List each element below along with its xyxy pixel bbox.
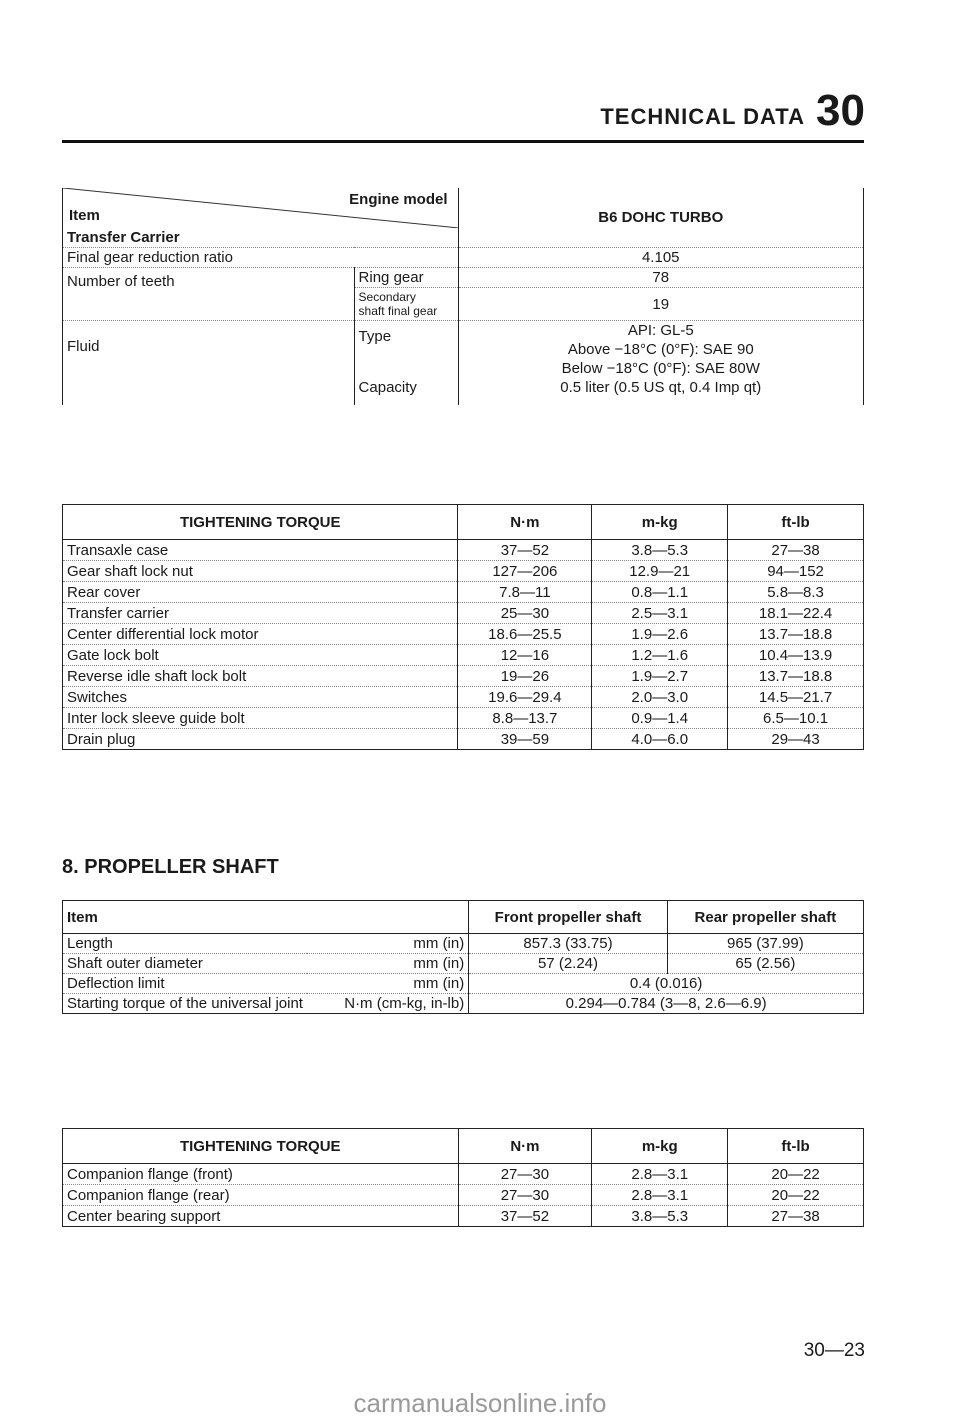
torque-cell-ftlb: 6.5—10.1 (763, 709, 829, 727)
deflection-unit: mm (in) (307, 974, 469, 994)
torque-row (63, 645, 864, 666)
type-value-line-2: Above −18°C (0°F): SAE 90 (567, 341, 754, 358)
torque-cell-ftlb: 94—152 (767, 562, 824, 580)
transfer-carrier-table (62, 188, 864, 405)
torque-cell-nm: 19.6—29.4 (458, 687, 592, 708)
type-value (458, 321, 864, 379)
length-rear: 965 (37.99) (727, 935, 804, 952)
torque-cell-item: Center differential lock motor (63, 624, 458, 645)
torque-cell-item: Gate lock bolt (63, 645, 458, 666)
torque-cell-item: Switches (63, 687, 458, 708)
torque-cell-nm: 27—30 (458, 1164, 592, 1185)
torque-row (63, 603, 864, 624)
secondary-label-line-1: Secondary (358, 290, 416, 304)
page-number: 30—23 (803, 1340, 865, 1361)
t2-header-nm: N·m (458, 1129, 592, 1164)
fluid-label: Fluid (63, 321, 355, 406)
teeth-label: Number of teeth (63, 268, 355, 321)
corner-engine-model: Engine model (349, 191, 448, 208)
torque-cell-nm: 19—26 (458, 666, 592, 687)
torque-row (63, 1164, 864, 1185)
section-heading-propeller: 8. PROPELLER SHAFT (62, 856, 279, 878)
type-value-line-1: API: GL-5 (627, 322, 694, 339)
torque-cell-nm: 27—30 (458, 1185, 592, 1206)
corner-header-cell (63, 188, 459, 228)
ratio-label: Final gear reduction ratio (63, 248, 459, 268)
torque-cell-mkg: 4.0—6.0 (592, 729, 728, 750)
torque-row (63, 561, 864, 582)
torque-cell-nm: 37—52 (458, 1206, 592, 1227)
length-label: Length (67, 935, 113, 952)
torque-cell-nm: 7.8—11 (458, 582, 592, 603)
torque-cell-mkg: 1.2—1.6 (592, 645, 728, 666)
section-number: 30 (816, 86, 865, 135)
torque-cell-nm: 39—59 (458, 729, 592, 750)
t2-body (63, 1164, 864, 1227)
torque-cell-item: Rear cover (63, 582, 458, 603)
deflection-label: Deflection limit (67, 975, 165, 992)
capacity-label: Capacity (354, 378, 458, 405)
torque-row (63, 1206, 864, 1227)
starting-unit: N·m (cm-kg, in-lb) (307, 994, 469, 1014)
t2-header-mkg: m-kg (592, 1129, 728, 1164)
torque-row (63, 729, 864, 750)
torque-cell-item: Drain plug (63, 729, 458, 750)
torque-cell-mkg: 2.0—3.0 (592, 687, 728, 708)
torque-cell-ftlb: 20—22 (771, 1165, 820, 1183)
torque-cell-ftlb: 13.7—18.8 (758, 625, 833, 643)
tightening-torque-table-1 (62, 504, 864, 750)
capacity-value: 0.5 liter (0.5 US qt, 0.4 Imp qt) (458, 378, 864, 405)
torque-cell-ftlb: 27—38 (771, 1207, 820, 1225)
torque-row (63, 624, 864, 645)
torque-cell-ftlb: 10.4—13.9 (758, 646, 833, 664)
torque-row (63, 1185, 864, 1206)
torque-cell-ftlb: 5.8—8.3 (767, 583, 824, 601)
torque-cell-item: Inter lock sleeve guide bolt (63, 708, 458, 729)
propeller-shaft-table (62, 900, 864, 1014)
torque-cell-item: Transfer carrier (63, 603, 458, 624)
torque-cell-mkg: 3.8—5.3 (592, 1206, 728, 1227)
torque-row (63, 666, 864, 687)
diameter-unit: mm (in) (307, 954, 469, 974)
deflection-value: 0.4 (0.016) (629, 975, 703, 992)
t1-header-mkg: m-kg (592, 505, 728, 540)
torque-cell-mkg: 2.8—3.1 (592, 1185, 728, 1206)
t2-header-torque: TIGHTENING TORQUE (63, 1129, 459, 1164)
torque-cell-ftlb: 27—38 (771, 541, 820, 559)
diameter-front: 57 (2.24) (469, 954, 668, 974)
torque-row (63, 582, 864, 603)
torque-cell-mkg: 2.5—3.1 (592, 603, 728, 624)
torque-cell-mkg: 0.8—1.1 (592, 582, 728, 603)
t1-header-torque: TIGHTENING TORQUE (63, 505, 458, 540)
t1-header-nm: N·m (458, 505, 592, 540)
length-front: 857.3 (33.75) (469, 934, 668, 954)
secondary-value: 19 (458, 288, 864, 321)
torque-cell-nm: 37—52 (458, 540, 592, 561)
starting-label: Starting torque of the universal joint (67, 995, 303, 1012)
torque-cell-mkg: 2.8—3.1 (592, 1164, 728, 1185)
torque-cell-ftlb: 13.7—18.8 (758, 667, 833, 685)
torque-row (63, 687, 864, 708)
torque-cell-mkg: 1.9—2.6 (592, 624, 728, 645)
torque-cell-item: Companion flange (rear) (63, 1185, 459, 1206)
diameter-rear: 65 (2.56) (735, 955, 796, 972)
ratio-value: 4.105 (458, 248, 864, 268)
prop-header-front: Front propeller shaft (469, 901, 668, 934)
section-transfer-carrier: Transfer Carrier (63, 228, 459, 248)
torque-cell-nm: 127—206 (458, 561, 592, 582)
torque-cell-mkg: 1.9—2.7 (592, 666, 728, 687)
header-rule (62, 140, 864, 143)
length-unit: mm (in) (307, 934, 469, 954)
ring-gear-value: 78 (458, 268, 864, 288)
watermark: carmanualsonline.info (353, 1388, 607, 1418)
diameter-label: Shaft outer diameter (67, 955, 203, 972)
torque-cell-mkg: 3.8—5.3 (592, 540, 728, 561)
corner-item: Item (69, 207, 100, 224)
torque-cell-item: Gear shaft lock nut (63, 561, 458, 582)
type-value-line-3: Below −18°C (0°F): SAE 80W (561, 360, 760, 377)
torque-cell-nm: 8.8—13.7 (458, 708, 592, 729)
t1-body (63, 540, 864, 750)
secondary-label (354, 288, 458, 321)
torque-cell-item: Transaxle case (63, 540, 458, 561)
torque-cell-mkg: 12.9—21 (592, 561, 728, 582)
torque-cell-ftlb: 20—22 (771, 1186, 820, 1204)
torque-cell-item: Companion flange (front) (63, 1164, 459, 1185)
starting-value: 0.294—0.784 (3—8, 2.6—6.9) (565, 995, 767, 1012)
tightening-torque-table-2 (62, 1128, 864, 1227)
torque-cell-nm: 18.6—25.5 (458, 624, 592, 645)
torque-cell-item: Center bearing support (63, 1206, 459, 1227)
ring-gear-label: Ring gear (354, 268, 458, 288)
torque-cell-item: Reverse idle shaft lock bolt (63, 666, 458, 687)
prop-header-rear: Rear propeller shaft (694, 908, 837, 926)
torque-cell-nm: 25—30 (458, 603, 592, 624)
prop-header-item: Item (63, 901, 469, 934)
type-label: Type (354, 321, 458, 379)
torque-row (63, 708, 864, 729)
engine-model-value: B6 DOHC TURBO (458, 188, 864, 248)
torque-cell-ftlb: 14.5—21.7 (758, 688, 833, 706)
torque-cell-mkg: 0.9—1.4 (592, 708, 728, 729)
t2-header-ftlb: ft-lb (781, 1137, 810, 1155)
page-header-title: TECHNICAL DATA (600, 104, 805, 129)
torque-cell-ftlb: 18.1—22.4 (758, 604, 833, 622)
secondary-label-line-2: shaft final gear (358, 304, 438, 318)
torque-cell-ftlb: 29—43 (771, 730, 820, 748)
torque-row (63, 540, 864, 561)
torque-cell-nm: 12—16 (458, 645, 592, 666)
t1-header-ftlb: ft-lb (781, 513, 810, 531)
